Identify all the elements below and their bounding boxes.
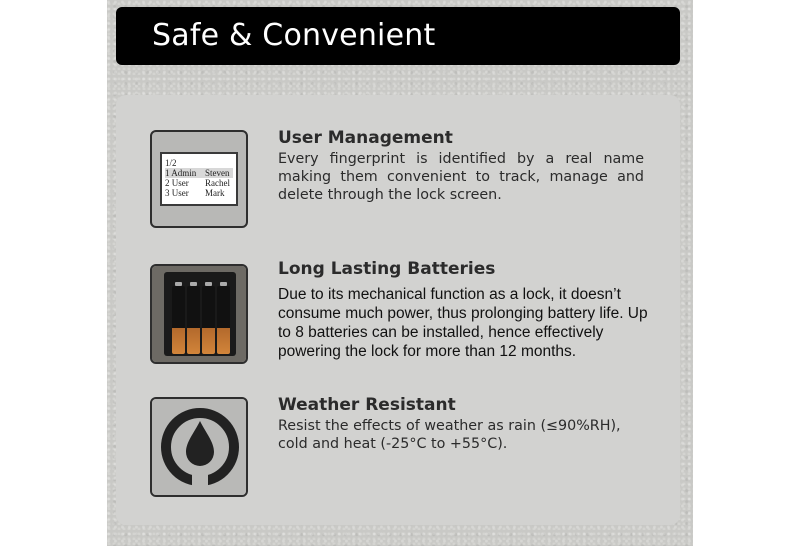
screen-row: 3 User Mark — [165, 188, 225, 198]
lock-screen-display — [160, 152, 238, 206]
feature-title: Long Lasting Batteries — [278, 259, 496, 279]
feature-text — [278, 259, 658, 361]
feature-title: Weather Resistant — [278, 395, 456, 415]
water-drop-icon — [150, 397, 248, 497]
section-title: Safe & Convenient — [152, 18, 436, 53]
screen-row: 2 User Rachel — [165, 178, 230, 188]
battery-compartment-icon — [150, 264, 248, 364]
feature-description: Resist the effects of weather as rain (≤90%RH), cold and heat (-25°C to +55°C). — [278, 418, 621, 452]
section-header — [116, 7, 680, 65]
feature-title: User Management — [278, 128, 453, 148]
feature-description: Every fingerprint is identified by a real name making them convenient to track, manage and delete through the lock screen. — [278, 151, 644, 203]
fingerprint-user-list-icon — [150, 130, 248, 228]
feature-text — [278, 395, 644, 453]
features-card — [116, 95, 680, 525]
screen-page-indicator: 1/2 — [165, 158, 177, 168]
screen-row: 1 Admin Steven — [165, 168, 233, 178]
feature-description: Due to its mechanical function as a lock, it doesn’t consume much power, thus prolonging battery life. Up to 8 batteries can be installed, hence effectively powering the lock for more than 12 months. — [278, 286, 648, 360]
feature-text — [278, 128, 644, 204]
